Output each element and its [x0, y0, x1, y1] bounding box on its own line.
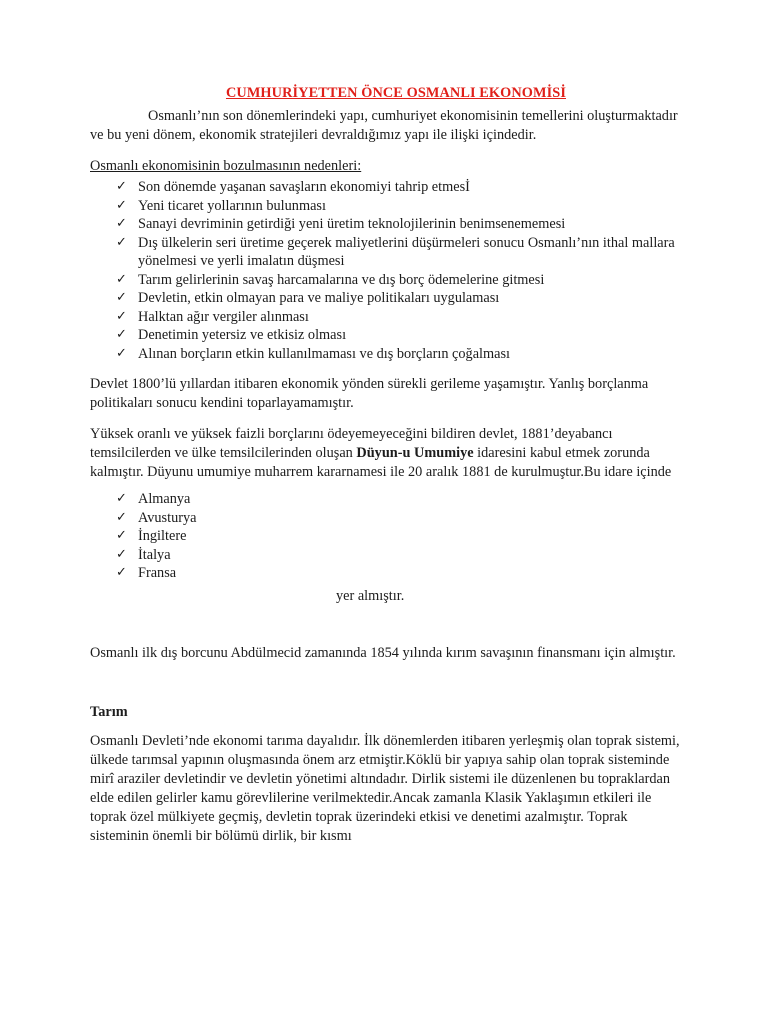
country-name: Almanya — [138, 491, 191, 507]
list-item — [116, 308, 684, 327]
causes-heading: Osmanlı ekonomisinin bozulmasının nedenleri: — [90, 158, 362, 174]
list-item — [116, 289, 684, 308]
check-icon: ✓ — [116, 308, 127, 324]
check-icon: ✓ — [116, 179, 127, 194]
list-item — [116, 546, 684, 565]
list-item-text: Yeni ticaret yollarının bulunması — [138, 197, 326, 214]
list-item-text: Son dönemde yaşanan savaşların ekonomiyi tahrip etmesİ — [138, 179, 470, 195]
list-item — [116, 326, 684, 345]
list-item — [116, 215, 684, 234]
check-icon: ✓ — [116, 290, 127, 305]
list-item-text: Denetimin yetersiz ve etkisiz olması — [138, 327, 347, 343]
list-item-text: Sanayi devriminin getirdiği yeni üretim teknolojilerinin benimsenememesi — [138, 216, 566, 232]
country-name: Avusturya — [138, 509, 197, 526]
decline-paragraph: Devlet 1800’lü yıllardan itibaren ekonomik yönden sürekli gerileme yaşamıştır. Yanlış borçlanma politikaları sonucu kendini toparlayamamıştır. — [90, 376, 649, 411]
agriculture-paragraph: Osmanlı Devleti’nde ekonomi tarıma dayalıdır. İlk dönemlerden itibaren yerleşmiş olan toprak sistemi, ülkede tarımsal yapının oluşmasında önem arz etmiştir.Köklü bir yapıya sahip olan toprak sisteminde mirî araziler devletindir ve devletin yönetimi altındadır. Dirlik sistemi ile düzenlenen bu topraklardan elde edilen gelirler kamu görevlilerine verilmektedir.Ancak zamanla Klasik Yaklaşımın etkileri ile toprak özel mülkiyete geçmiş, devletin toprak üzerindeki etkisi ve denetimi azalmıştır. Toprak sisteminin önemli bir bölümü dirlik, bir kısmı — [90, 732, 680, 844]
check-icon: ✓ — [116, 546, 127, 562]
check-icon: ✓ — [116, 234, 127, 250]
check-icon: ✓ — [116, 345, 127, 361]
list-item-text: Alınan borçların etkin kullanılmaması ve dış borçların çoğalması — [138, 345, 511, 362]
agriculture-heading: Tarım — [90, 703, 128, 720]
list-item — [116, 197, 684, 216]
check-icon: ✓ — [116, 509, 127, 525]
duyun-text-start: Yüksek oranlı ve yüksek faizli borçlarını ödeyemeyeceğini bildiren devlet, 1881’deyabancı temsilcilerden ve ülke temsilcilerinden oluşan — [90, 426, 613, 461]
list-item — [116, 564, 684, 583]
duyun-term: Düyun-u Umumiye — [356, 445, 474, 461]
intro-paragraph: Osmanlı’nın son dönemlerindeki yapı, cumhuriyet ekonomisinin temellerini oluşturmaktadır ve bu yeni dönem, ekonomik stratejileri devraldığımız yapı ile ilişki içindedir. — [90, 108, 678, 143]
check-icon: ✓ — [116, 197, 127, 213]
list-item — [116, 271, 684, 290]
countries-tail: yer almıştır. — [336, 587, 405, 604]
list-item — [116, 234, 684, 271]
list-item-text: Tarım gelirlerinin savaş harcamalarına ve dış borç ödemelerine gitmesi — [138, 271, 545, 288]
list-item — [116, 178, 684, 197]
list-item-text: Halktan ağır vergiler alınması — [138, 308, 309, 325]
causes-list — [90, 178, 684, 363]
list-item — [116, 509, 684, 528]
check-icon: ✓ — [116, 271, 127, 287]
list-item — [116, 490, 684, 509]
country-name: İngiltere — [138, 528, 187, 544]
countries-list — [90, 490, 684, 583]
check-icon: ✓ — [116, 565, 127, 580]
first-debt-paragraph: Osmanlı ilk dış borcunu Abdülmecid zamanında 1854 yılında kırım savaşının finansmanı için almıştır. — [90, 644, 676, 661]
country-name: Fransa — [138, 565, 177, 581]
list-item — [116, 527, 684, 546]
check-icon: ✓ — [116, 216, 127, 231]
list-item-text: Dış ülkelerin seri üretime geçerek maliyetlerini düşürmeleri sonucu Osmanlı’nın ithal mallara yönelmesi ve yerli imalatın düşmesi — [138, 234, 675, 269]
country-name: İtalya — [138, 546, 171, 563]
list-item-text: Devletin, etkin olmayan para ve maliye politikaları uygulaması — [138, 290, 500, 306]
document-title: CUMHURİYETTEN ÖNCE OSMANLI EKONOMİSİ — [225, 85, 566, 101]
check-icon: ✓ — [116, 491, 127, 506]
list-item — [116, 345, 684, 364]
duyun-text-end: idaresini kabul etmek zorunda kalmıştır. Düyunu umumiye muharrem kararnamesi ile 20 aralık 1881 de kurulmuştur.Bu idare içinde — [90, 445, 672, 480]
check-icon: ✓ — [116, 528, 127, 543]
check-icon: ✓ — [116, 327, 127, 342]
duyun-paragraph — [90, 425, 684, 482]
